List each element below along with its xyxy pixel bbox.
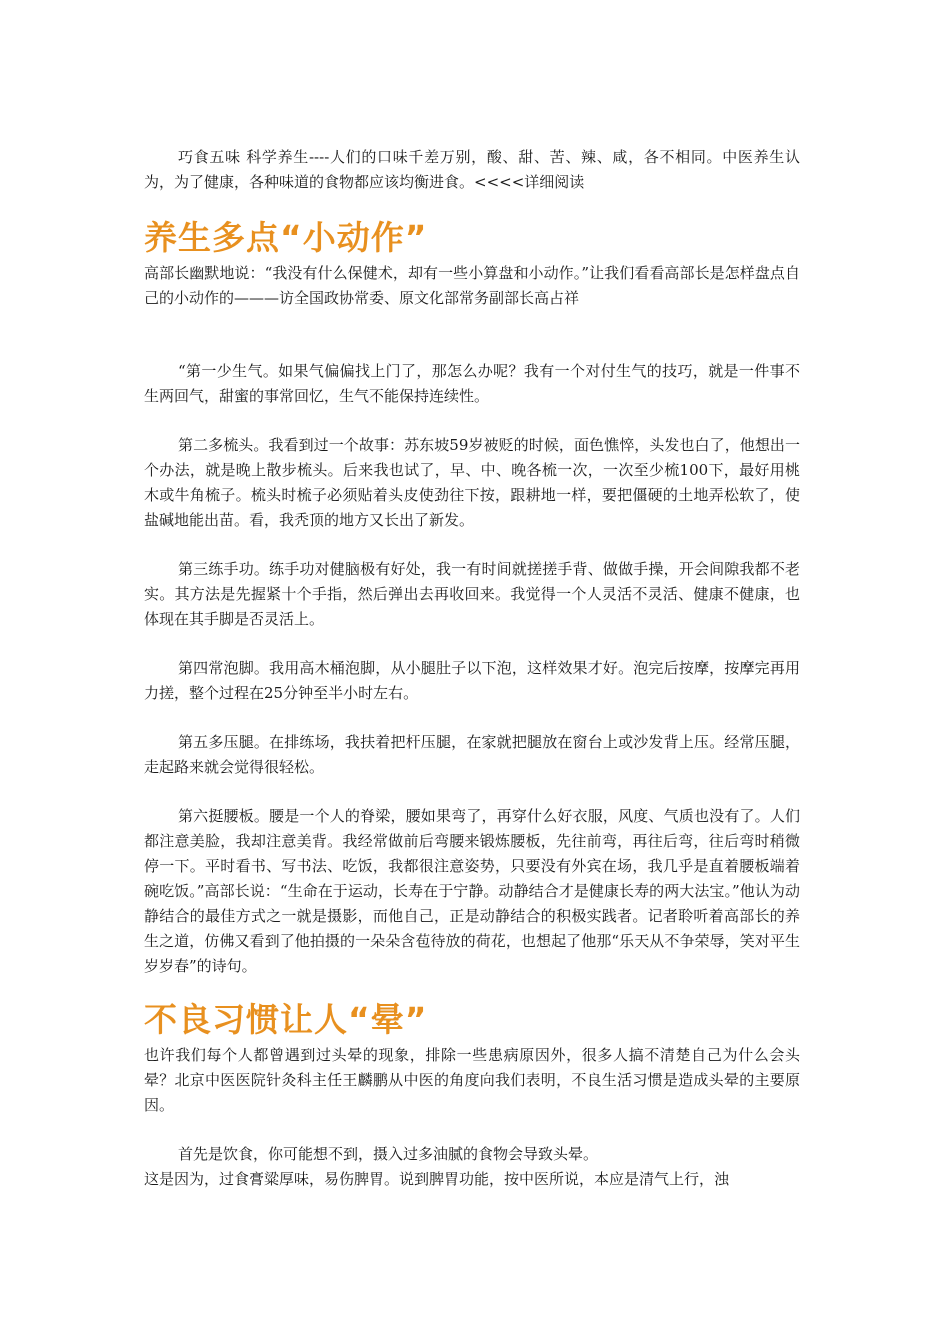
paragraph: 第五多压腿。在排练场，我扶着把杆压腿，在家就把腿放在窗台上或沙发背上压。经常压腿，走起路来就会觉得很轻松。 xyxy=(144,733,800,776)
section-title-bad-habits: 不良习惯让人“晕” xyxy=(144,1000,428,1039)
paragraph: 第四常泡脚。我用高木桶泡脚，从小腿肚子以下泡，这样效果才好。泡完后按摩，按摩完再用力搓，整个过程在25分钟至半小时左右。 xyxy=(144,659,800,702)
read-more-link[interactable]: <<<<详细阅读 xyxy=(474,173,585,191)
paragraph: 首先是饮食，你可能想不到，摄入过多油腻的食物会导致头晕。 xyxy=(178,1145,599,1163)
paragraph: “第一少生气。如果气偏偏找上门了，那怎么办呢？我有一个对付生气的技巧，就是一件事不生两回气，甜蜜的事常回忆，生气不能保持连续性。 xyxy=(144,362,800,405)
paragraph: 第三练手功。练手功对健脑极有好处，我一有时间就搓搓手背、做做手操，开会间隙我都不老实。其方法是先握紧十个手指，然后弹出去再收回来。我觉得一个人灵活不灵活、健康不健康，也体现在其手脚是否灵活上。 xyxy=(144,560,800,628)
paragraph: 第二多梳头。我看到过一个故事：苏东坡59岁被贬的时候，面色憔悴，头发也白了，他想出一个办法，就是晚上散步梳头。后来我也试了，早、中、晚各梳一次，一次至少梳100下，最好用桃木或牛角梳子。梳头时梳子必须贴着头皮使劲往下按，跟耕地一样，要把僵硬的土地弄松软了，使盐碱地能出苗。看，我秃顶的地方又长出了新发。 xyxy=(144,436,800,529)
intro-paragraph xyxy=(144,145,800,195)
paragraph: 这是因为，过食膏粱厚味，易伤脾胃。说到脾胃功能，按中医所说，本应是清气上行，浊 xyxy=(144,1170,730,1188)
intro-text: 巧食五味 科学养生----人们的口味千差万别，酸、甜、苦、辣、咸，各不相同。中医养生认为，为了健康，各种味道的食物都应该均衡进食。 xyxy=(144,148,800,191)
paragraph: 第六挺腰板。腰是一个人的脊梁，腰如果弯了，再穿什么好衣服，风度、气质也没有了。人们都注意美脸，我却注意美背。我经常做前后弯腰来锻炼腰板，先往前弯，再往后弯，往后弯时稍微停一下。平时看书、写书法、吃饭，我都很注意姿势，只要没有外宾在场，我几乎是直着腰板端着碗吃饭。”高部长说：“生命在于运动，长寿在于宁静。动静结合才是健康长寿的两大法宝。”他认为动静结合的最佳方式之一就是摄影，而他自己，正是动静结合的积极实践者。记者聆听着高部长的养生之道，仿佛又看到了他拍摄的一朵朵含苞待放的荷花，也想起了他那“乐天从不争荣辱，笑对平生岁岁春”的诗句。 xyxy=(144,807,800,975)
section-title-small-actions: 养生多点“小动作” xyxy=(144,218,428,257)
section-lead: 高部长幽默地说：“我没有什么保健术，却有一些小算盘和小动作。”让我们看看高部长是怎样盘点自己的小动作的———访全国政协常委、原文化部常务副部长高占祥 xyxy=(144,264,800,307)
document-page xyxy=(144,145,800,1192)
section-lead: 也许我们每个人都曾遇到过头晕的现象，排除一些患病原因外，很多人搞不清楚自己为什么会头晕？北京中医医院针灸科主任王麟鹏从中医的角度向我们表明，不良生活习惯是造成头晕的主要原因。 xyxy=(144,1046,800,1114)
